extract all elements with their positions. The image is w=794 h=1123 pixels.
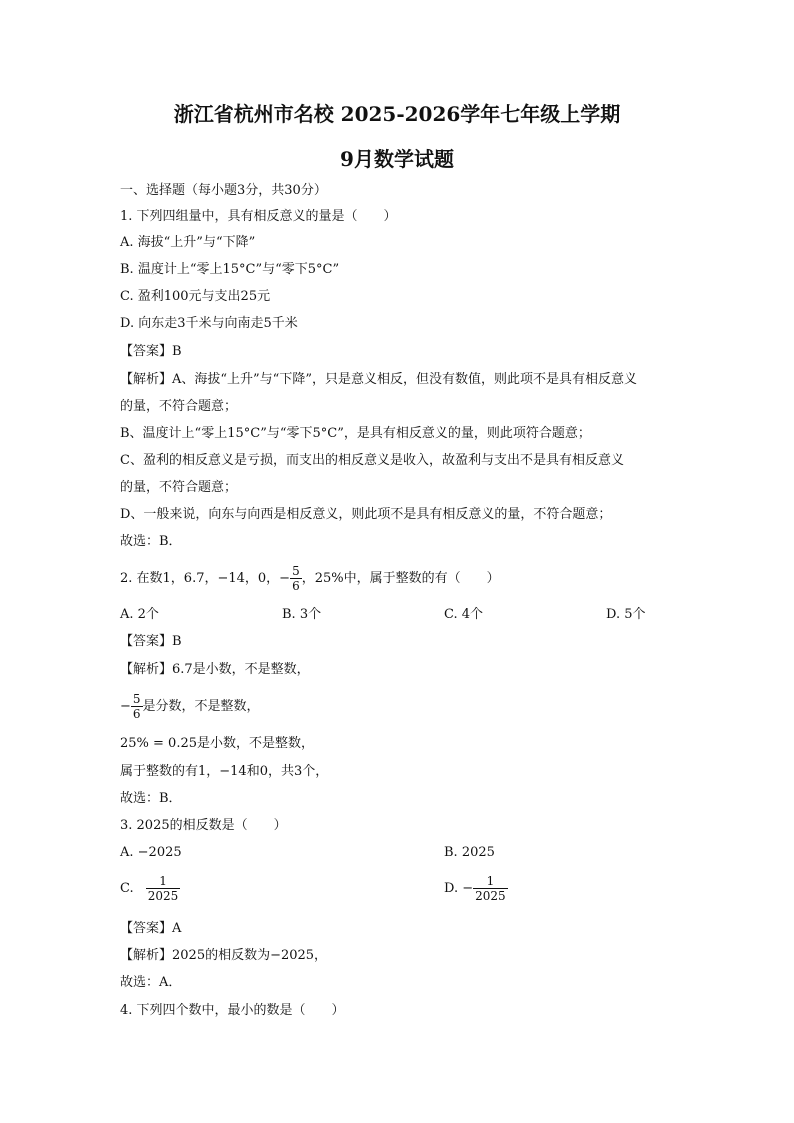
q3-c-numerator: 1 [146,874,181,889]
q2-exp2-fraction-denominator: 6 [132,707,141,721]
q1-explanation-6: D、一般来说，向东与向西是相反意义，则此项不是具有相反意义的量，不符合题意； [120,507,612,522]
q2-explanation-2 [120,692,260,721]
title-line-1: 浙江省杭州市名校 2025-2026学年七年级上学期 [173,102,621,126]
q2-stem-pre: 2. 在数1，6.7，−14，0，− [120,571,291,586]
q3-choose: 故选：A． [120,975,182,990]
q2-answer: 【答案】B [120,634,182,649]
q2-exp2-post: 是分数，不是整数， [142,699,260,714]
q2-fraction [290,564,302,593]
q2-option-c: C. 4个 [444,607,484,622]
q1-explanation-1: 【解析】A、海拔“上升”与“下降”，只是意义相反，但没有数值，则此项不是具有相反意义 [120,372,637,387]
q1-answer: 【答案】B [120,344,182,359]
q2-option-a: A. 2个 [120,607,159,622]
q3-c-denominator: 2025 [147,889,179,903]
q1-explanation-3: B、温度计上“零上15°C”与“零下5°C”，是具有相反意义的量，则此项符合题意； [120,426,591,441]
q3-answer: 【答案】A [120,921,182,936]
q3-option-c-label: C. [120,881,134,896]
q3-explanation-1: 【解析】2025的相反数为−2025， [120,948,328,963]
q2-stem-post: ，25%中，属于整数的有（ ） [301,571,500,586]
section-heading: 一、选择题（每小题3分，共30分） [120,183,327,198]
q1-choose: 故选：B． [120,534,182,549]
q1-option-d: D. 向东走3千米与向南走5千米 [120,316,298,331]
q1-explanation-2: 的量，不符合题意； [120,399,238,414]
q2-fraction-denominator: 6 [292,579,300,593]
q2-option-d: D. 5个 [606,607,646,622]
q2-fraction-numerator: 5 [292,564,300,578]
q3-option-a: A. −2025 [120,845,182,860]
q2-explanation-1: 【解析】6.7是小数，不是整数， [120,662,310,677]
q2-exp2-fraction [131,692,143,721]
q1-option-a: A. 海拔“上升”与“下降” [120,235,256,250]
q2-exp2-fraction-numerator: 5 [132,692,141,706]
q4-stem: 4. 下列四个数中，最小的数是（ ） [120,1003,345,1018]
q1-explanation-5: 的量，不符合题意； [120,480,238,495]
q3-d-denominator: 2025 [475,889,506,903]
q2-choose: 故选：B． [120,791,182,806]
q3-d-numerator: 1 [473,874,508,889]
q3-option-c-fraction [146,874,181,903]
q3-option-d-fraction [473,874,508,903]
q1-option-b: B. 温度计上“零上15°C”与“零下5°C” [120,262,340,277]
q3-option-b: B. 2025 [444,845,495,860]
q1-explanation-4: C、盈利的相反意义是亏损，而支出的相反意义是收入，故盈利与支出不是具有相反意义 [120,453,624,468]
q2-exp2-pre: − [120,699,131,714]
q2-stem [120,564,500,593]
q3-option-c [120,874,180,903]
q2-explanation-4: 属于整数的有1，−14和0，共3个， [120,764,329,779]
q3-option-d [444,874,508,903]
title-line-2: 9月数学试题 [340,147,454,171]
q3-stem: 3. 2025的相反数是（ ） [120,818,287,833]
q2-explanation-3: 25% = 0.25是小数，不是整数， [120,736,314,751]
q3-option-d-label: D. − [444,881,474,896]
q2-option-b: B. 3个 [282,607,322,622]
q1-option-c: C. 盈利100元与支出25元 [120,289,271,304]
q1-stem: 1. 下列四组量中，具有相反意义的量是（ ） [120,209,397,224]
